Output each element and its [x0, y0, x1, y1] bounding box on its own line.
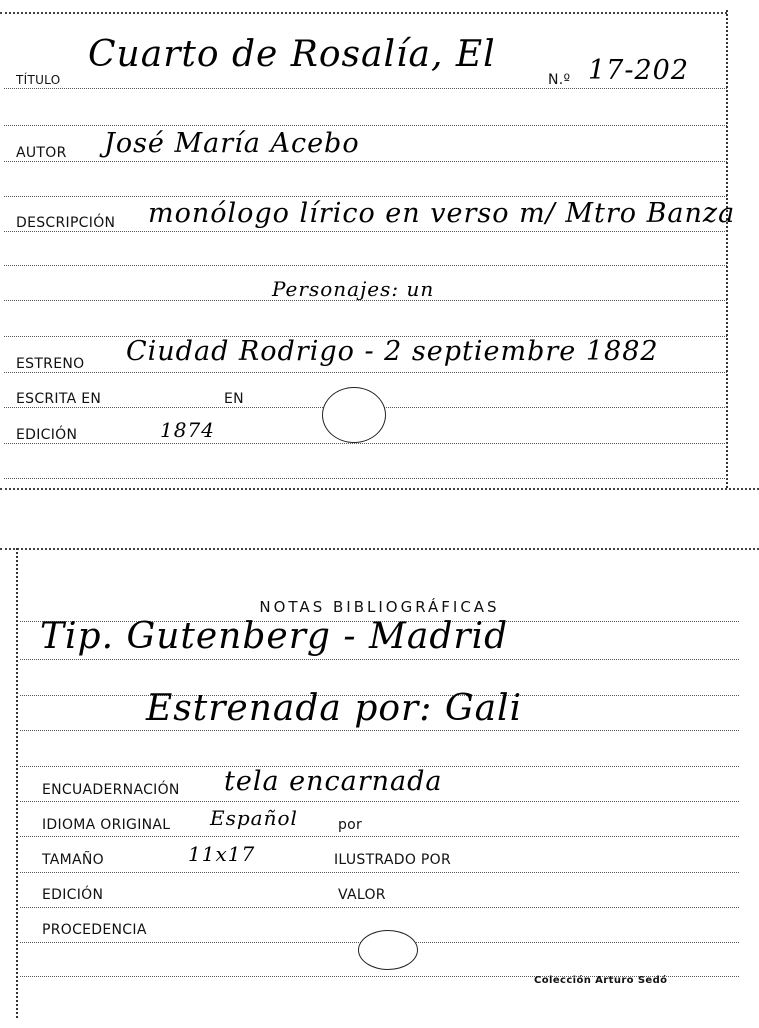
procedencia-label: PROCEDENCIA: [42, 922, 147, 938]
card-left-edge: [16, 548, 18, 1018]
titulo-label: TÍTULO: [16, 73, 61, 87]
idioma-original-label: IDIOMA ORIGINAL: [42, 817, 171, 833]
estreno-label: ESTRENO: [16, 356, 85, 372]
ilustrado-por-label: ILUSTRADO POR: [334, 852, 451, 868]
punch-hole: [322, 387, 386, 443]
rule: [4, 443, 727, 444]
numero-value: 17-202: [588, 55, 690, 86]
catalog-card-front: [0, 0, 759, 495]
descripcion-value: monólogo lírico en verso m/ Mtro Banza: [148, 198, 736, 229]
card-top-edge: [0, 548, 759, 550]
escrita-en-label: ESCRITA EN: [16, 391, 102, 407]
valor-label: VALOR: [338, 887, 386, 903]
coleccion-credit: Colección Arturo Sedó: [534, 975, 668, 986]
rule: [4, 125, 727, 126]
encuadernacion-value: tela encarnada: [224, 766, 443, 797]
nota-imprenta: Tip. Gutenberg - Madrid: [40, 616, 509, 657]
encuadernacion-label: ENCUADERNACIÓN: [42, 782, 180, 798]
nota-estrenada: Estrenada por: Gali: [146, 688, 523, 729]
rule: [20, 907, 739, 908]
edicion-label: EDICIÓN: [16, 427, 78, 443]
card-bottom-edge: [0, 488, 759, 490]
idioma-original-value: Español: [210, 806, 298, 830]
en-label: EN: [224, 391, 244, 407]
rule: [4, 372, 727, 373]
rule: [4, 478, 727, 479]
edicion-value: 1874: [160, 418, 215, 442]
rule: [20, 659, 739, 660]
rule: [4, 231, 727, 232]
card-top-edge: [0, 12, 727, 14]
tamano-label: TAMAÑO: [42, 852, 104, 868]
por-label: por: [338, 817, 363, 833]
rule: [20, 872, 739, 873]
punch-hole: [358, 930, 418, 970]
autor-label: AUTOR: [16, 145, 67, 161]
tamano-value: 11x17: [188, 842, 256, 866]
autor-value: José María Acebo: [104, 128, 360, 159]
personajes-value: Personajes: un: [272, 277, 435, 301]
card-right-edge: [726, 10, 728, 488]
edicion-label: EDICIÓN: [42, 887, 104, 903]
rule: [20, 836, 739, 837]
descripcion-label: DESCRIPCIÓN: [16, 215, 116, 231]
rule: [20, 801, 739, 802]
rule: [20, 730, 739, 731]
catalog-card-back: [0, 538, 759, 1028]
rule: [4, 88, 727, 89]
numero-label: N.º: [548, 72, 571, 88]
titulo-value: Cuarto de Rosalía, El: [88, 34, 496, 75]
estreno-value: Ciudad Rodrigo - 2 septiembre 1882: [126, 336, 659, 367]
notas-bibliograficas-heading: NOTAS BIBLIOGRÁFICAS: [259, 598, 500, 616]
rule: [4, 265, 727, 266]
rule: [4, 161, 727, 162]
rule: [4, 196, 727, 197]
